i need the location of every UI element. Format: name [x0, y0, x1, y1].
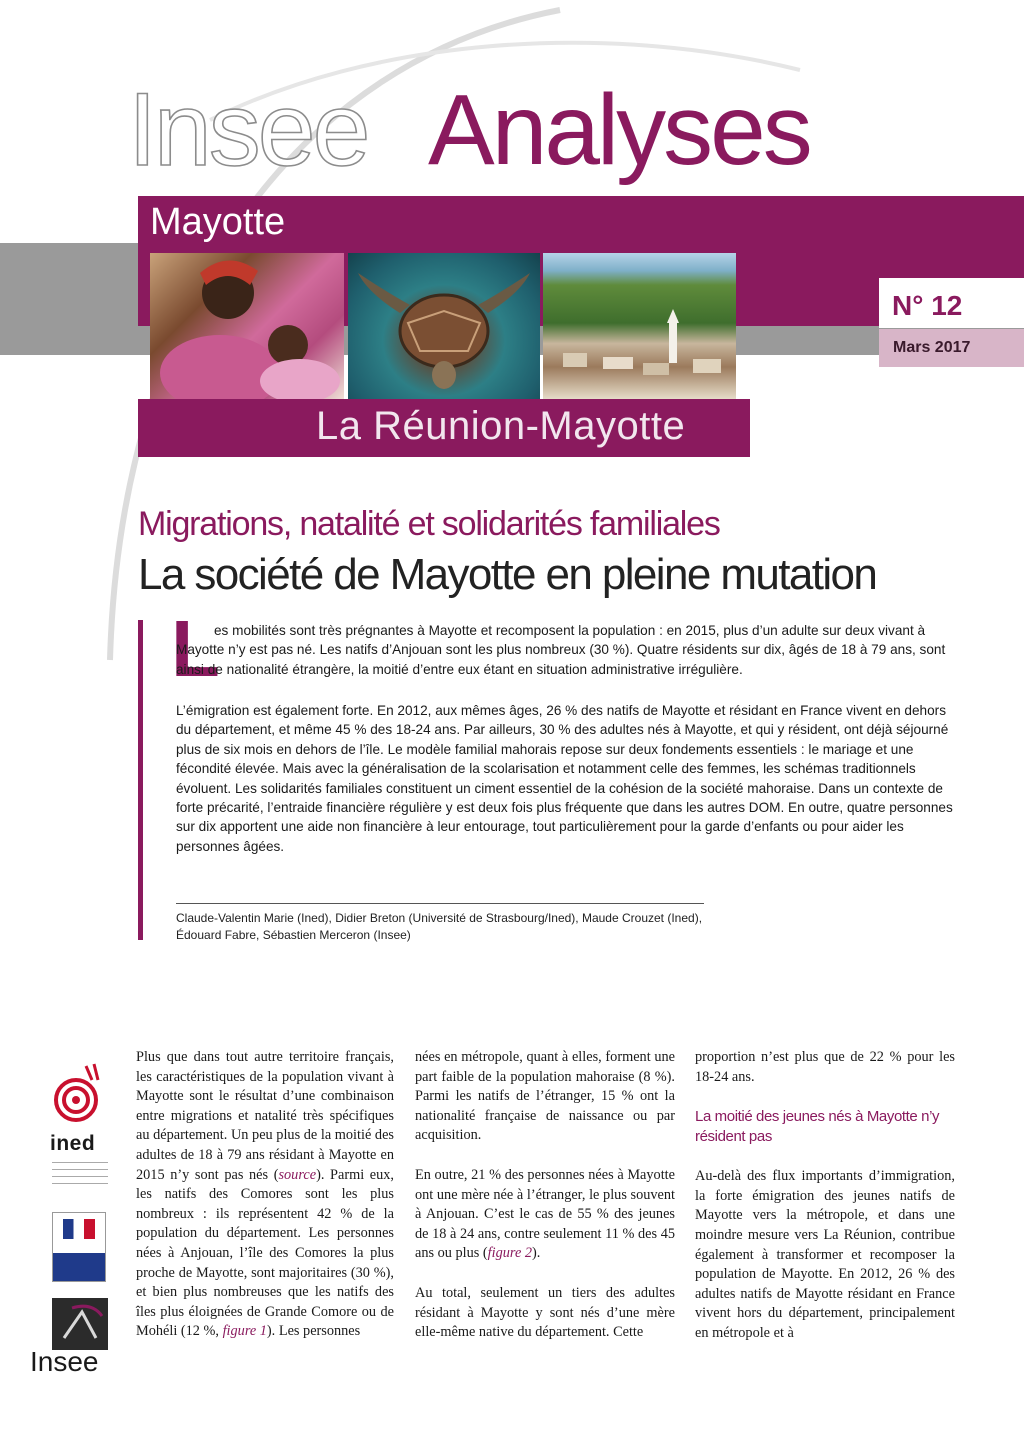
- authors-line-2: Édouard Fabre, Sébastien Merceron (Insee): [176, 928, 411, 942]
- article-title: La société de Mayotte en pleine mutation: [138, 550, 877, 599]
- body-column-2: [415, 1048, 675, 1363]
- authors-line-1: Claude-Valentin Marie (Ined), Didier Breton (Université de Strasbourg/Ined), Maude Crouzet (Ined),: [176, 911, 703, 925]
- col1-paragraph-1: Plus que dans tout autre territoire français, les caractéristiques de la population vivant à Mayotte sont le résultat d’une combinaison entre migrations et natalité très spécifiques au département. Un peu plus de la moitié des adultes de 18 à 79 ans résidant à Mayotte en 2015 n’y sont pas nés (source). Parmi eux, les natifs des Comores sont les plus nombreux : ils représentent 42 % de la population du département. Les personnes nées à Anjouan, l’île des Comores la plus proche de Mayotte, sont majoritaires (30 %), et bien plus nombreuses que les natifs des îles plus éloignées de Grande Comore ou de Mohéli (12 %, figure 1). Les personnes: [136, 1049, 395, 1340]
- insee-logo-icon: [52, 1298, 108, 1350]
- col2-paragraph-1: nées en métropole, quant à elles, forment une part faible de la population mahoraise (8 %). Parmi les natifs de l’étranger, 15 % ont la nationalité française de naissance ou par acquisition.: [415, 1049, 675, 1144]
- brand-analyses-wordmark: Analyses: [428, 74, 810, 186]
- photo-mosque-village: [543, 253, 736, 399]
- ministry-logo-icon: [52, 1212, 106, 1282]
- region-title-reunion-mayotte: La Réunion-Mayotte: [316, 404, 686, 448]
- issue-date: Mars 2017: [893, 339, 971, 356]
- region-title-mayotte: Mayotte: [150, 201, 286, 243]
- summary-paragraph-1: es mobilités sont très prégnantes à Mayotte et recomposent la population : en 2015, plus d’un adulte sur deux vivant à Mayotte n’y est pas né. Les natifs d’Anjouan sont les plus nombreux (30 %). Quatre résidents sur dix, âgés de 18 à 79 ans, sont ainsi de nationalité étrangère, la moitié d’entre eux étant en situation administrative irrégulière.: [176, 623, 946, 677]
- col3-subheading: La moitié des jeunes nés à Mayotte n’y résident pas: [695, 1108, 940, 1146]
- summary-paragraph-2: L’émigration est également forte. En 2012, aux mêmes âges, 26 % des natifs de Mayotte et résidant en France vivent en dehors du département, et même 45 % des 18-24 ans. Par ailleurs, 30 % des adultes nés à Mayotte, et qui y résident, ont déjà séjourné plus de six mois en dehors de l’île. Le modèle familial mahorais repose sur deux fondements essentiels : le mariage et une fécondité élevée. Mais avec la généralisation de la scolarisation et notamment celle des femmes, les schémas traditionnels évoluent. Les solidarités familiales constituent un ciment essentiel de la cohésion de la société mahoraise. Dans un contexte de forte précarité, l’entraide financière régulière y est deux fois plus fréquente que dans les autres DOM. En outre, quatre personnes sur dix apportent une aide non financière à leur entourage, tout particulièrement pour la garde d’enfants ou pour aider les personnes âgées.: [176, 703, 953, 854]
- issue-number: N° 12: [892, 290, 963, 321]
- col2-paragraph-2: En outre, 21 % des personnes nées à Mayotte ont une mère née à l’étranger, le plus souvent à Anjouan. C’est le cas de 55 % des jeunes de 18 à 24 ans, contre seulement 11 % des 45 ans ou plus (figure 2).: [415, 1166, 675, 1262]
- summary-rule: [138, 620, 143, 940]
- insee-wordmark: Insee: [30, 1346, 99, 1377]
- photo-mother-child: [150, 253, 344, 399]
- authors: [176, 910, 876, 944]
- article-kicker: Migrations, natalité et solidarités familiales: [138, 505, 720, 543]
- body-column-1: [136, 1048, 394, 1362]
- col2-paragraph-3: Au total, seulement un tiers des adultes résidant à Mayotte y sont nés d’une mère elle-même native du département. Cette: [415, 1284, 675, 1341]
- ined-subtitle-decoration: [52, 1160, 108, 1184]
- ined-logo-icon: [50, 1058, 106, 1128]
- photo-sea-turtle: [348, 253, 540, 399]
- col3-paragraph-2: Au-delà des flux importants d’immigration, la forte émigration des jeunes natifs de Mayotte vers la métropole, et dans une moindre mesure vers La Réunion, contribue également à transformer et recomposer la population de Mayotte. En 2012, 26 % des adultes natifs de Mayotte résidant en France vivent hors du département, principalement en métropole et à: [695, 1168, 955, 1341]
- figure-2-link[interactable]: figure 2: [487, 1245, 533, 1262]
- ined-wordmark: ined: [50, 1132, 96, 1155]
- summary-dropcap: L: [171, 604, 220, 693]
- body-column-3: [695, 1048, 955, 1364]
- brand-insee-wordmark: Insee: [128, 72, 368, 188]
- figure-1-link[interactable]: figure 1: [222, 1323, 267, 1340]
- authors-divider: [176, 903, 704, 904]
- source-link[interactable]: source: [278, 1166, 317, 1183]
- col3-paragraph-1: proportion n’est plus que de 22 % pour les 18-24 ans.: [695, 1049, 955, 1085]
